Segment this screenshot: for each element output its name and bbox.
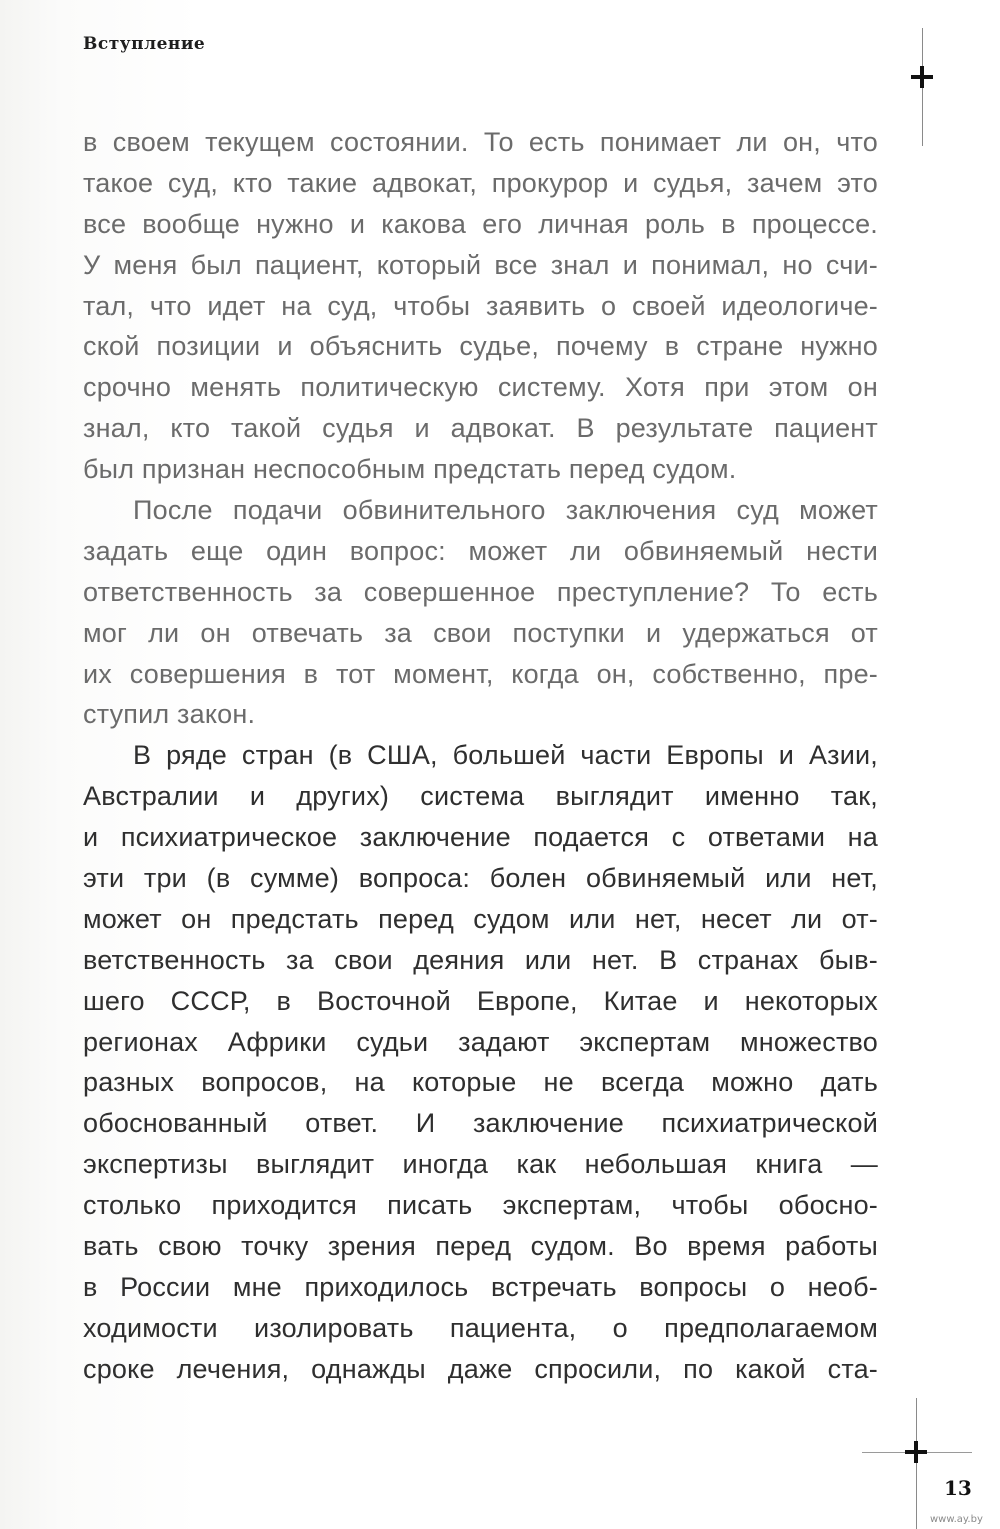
text-line: После подачи обвинительного заключения суд может [133,495,878,526]
running-head: Вступление [83,34,206,54]
text-line: обоснованный ответ. И заключение психиатрической [83,1108,878,1139]
text-line: сроке лечения, однажды даже спросили, по какой ста- [83,1353,878,1384]
text-line: был признан неспособным предстать перед судом. [83,454,737,485]
text-line: регионах Африки судьи задают экспертам множество [83,1026,878,1057]
registration-mark-top-icon [911,66,933,88]
text-line: столько приходится писать экспертам, чтобы обосно- [83,1190,878,1221]
text-line: У меня был пациент, который все знал и понимал, но счи- [83,249,878,280]
text-line: вать свою точку зрения перед судом. Во время работы [83,1231,878,1262]
text-line: мог ли он отвечать за свои поступки и удержаться от [83,617,878,648]
text-line: Австралии и других) система выглядит именно так, [83,781,878,812]
text-line: ветственность за свои деяния или нет. В странах быв- [83,944,878,975]
text-line: ступил закон. [83,699,256,730]
text-line: все вообще нужно и какова его личная роль в процессе. [83,208,878,239]
text-line: шего СССР, в Восточной Европе, Китае и некоторых [83,985,878,1016]
text-line: и психиатрическое заключение подается с ответами на [83,822,878,853]
text-line: разных вопросов, на которые не всегда можно дать [83,1067,878,1098]
page-number: 13 [944,1476,972,1500]
text-line: тал, что идет на суд, чтобы заявить о своей идеологиче- [83,290,878,321]
text-line: экспертизы выглядит иногда как небольшая книга — [83,1149,878,1180]
text-line: в России мне приходилось встречать вопросы о необ- [83,1271,878,1302]
watermark: www.ay.by [930,1514,983,1525]
text-line: их совершения в тот момент, когда он, собственно, пре- [83,658,878,689]
crop-line-bottom [916,1398,917,1529]
text-line: такое суд, кто такие адвокат, прокурор и судья, зачем это [83,167,878,198]
text-line: В ряде стран (в США, большей части Европы и Азии, [133,740,878,771]
text-line: срочно менять политическую систему. Хотя при этом он [83,372,878,403]
text-line: в своем текущем состоянии. То есть понимает ли он, что [83,127,878,157]
text-line: знал, кто такой судья и адвокат. В результате пациент [83,413,878,444]
registration-mark-bottom-icon [905,1441,927,1463]
text-line: ской позиции и объяснить судье, почему в стране нужно [83,331,878,362]
text-line: ответственность за совершенное преступление? То есть [83,576,878,607]
text-line: задать еще один вопрос: может ли обвиняемый нести [83,535,878,566]
text-line: ходимости изолировать пациента, о предполагаемом [83,1312,878,1343]
text-line: эти три (в сумме) вопроса: болен обвиняемый или нет, [83,863,878,894]
body-text [83,122,878,1390]
text-line: может он предстать перед судом или нет, несет ли от- [83,903,878,934]
